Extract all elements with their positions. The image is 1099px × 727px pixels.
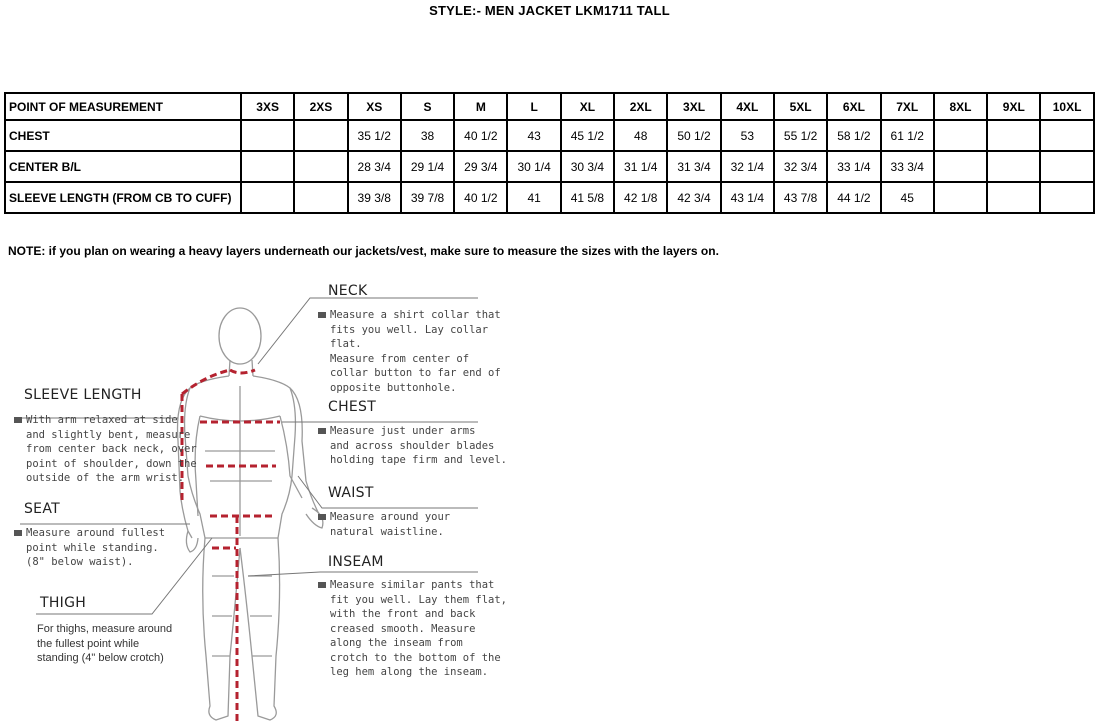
neck-heading: NECK [328, 283, 368, 299]
header-cell: 5XL [774, 93, 827, 120]
bullet-icon [14, 530, 22, 536]
table-cell: 30 3/4 [561, 151, 614, 182]
table-cell: 58 1/2 [827, 120, 880, 151]
waist-text-line: Measure around your [330, 511, 451, 523]
table-cell: 35 1/2 [348, 120, 401, 151]
neck-text-line: opposite buttonhole. [330, 381, 457, 394]
header-cell: POINT OF MEASUREMENT [5, 93, 241, 120]
sleeve-text-line: outside of the arm wrist. [26, 472, 185, 484]
page-title: STYLE:- MEN JACKET LKM1711 TALL [429, 3, 670, 18]
bullet-icon [318, 582, 326, 588]
table-cell: 42 3/4 [667, 182, 720, 213]
table-cell [1040, 182, 1093, 213]
header-cell: XL [561, 93, 614, 120]
table-cell: 48 [614, 120, 667, 151]
table-cell: 38 [401, 120, 454, 151]
table-cell: 61 1/2 [881, 120, 934, 151]
thigh-text-line: For thighs, measure around [37, 623, 173, 635]
table-cell [934, 182, 987, 213]
chest-text-line: holding tape firm and level. [330, 454, 508, 466]
sleeve-length-instructions [14, 413, 197, 486]
table-cell [987, 120, 1040, 151]
table-cell [934, 120, 987, 151]
size-chart-table [4, 92, 1095, 214]
neck-instructions [318, 308, 520, 395]
header-cell: 3XL [667, 93, 720, 120]
header-cell: 2XS [294, 93, 347, 120]
table-cell [934, 151, 987, 182]
table-cell: 29 3/4 [454, 151, 507, 182]
table-cell: 43 [507, 120, 560, 151]
table-header-row [5, 93, 1094, 120]
inseam-text-line: with the front and back [330, 608, 476, 620]
table-cell: 50 1/2 [667, 120, 720, 151]
inseam-text-line: along the inseam from [330, 637, 463, 649]
chest-text-line: and across shoulder blades [330, 439, 495, 452]
table-cell [1040, 151, 1093, 182]
table-cell: 43 7/8 [774, 182, 827, 213]
bullet-icon [318, 312, 326, 318]
sleeve-text-line: from center back neck, over [26, 443, 197, 455]
thigh-text-line: standing (4" below crotch) [37, 652, 164, 664]
table-row-chest [5, 120, 1094, 151]
table-cell: 33 3/4 [881, 151, 934, 182]
sleeve-text-line: and slightly bent, measure [26, 428, 191, 441]
header-cell: 7XL [881, 93, 934, 120]
thigh-heading: THIGH [40, 595, 87, 611]
waist-instructions [318, 510, 450, 539]
table-cell: 32 3/4 [774, 151, 827, 182]
table-cell [1040, 120, 1093, 151]
row-label: CENTER B/L [5, 151, 241, 182]
table-cell [241, 182, 294, 213]
chest-instructions [318, 424, 507, 468]
waist-text-line: natural waistline. [330, 525, 444, 538]
seat-text-line: point while standing. [26, 541, 159, 554]
inseam-heading: INSEAM [328, 554, 384, 570]
header-cell: 2XL [614, 93, 667, 120]
table-cell: 41 [507, 182, 560, 213]
table-cell: 33 1/4 [827, 151, 880, 182]
bullet-icon [14, 417, 22, 423]
sleeve-text-line: With arm relaxed at side [26, 414, 178, 426]
table-cell [987, 182, 1040, 213]
thigh-instructions [37, 622, 172, 666]
row-label: SLEEVE LENGTH (FROM CB TO CUFF) [5, 182, 241, 213]
header-cell: 9XL [987, 93, 1040, 120]
inseam-text-line: crotch to the bottom of the [330, 651, 501, 664]
table-cell: 40 1/2 [454, 182, 507, 213]
inseam-instructions [318, 578, 507, 680]
waist-heading: WAIST [328, 485, 374, 501]
table-cell: 31 3/4 [667, 151, 720, 182]
seat-heading: SEAT [24, 501, 60, 517]
table-cell: 43 1/4 [721, 182, 774, 213]
header-cell: 3XS [241, 93, 294, 120]
table-cell: 39 7/8 [401, 182, 454, 213]
header-cell: XS [348, 93, 401, 120]
table-cell [987, 151, 1040, 182]
table-cell: 30 1/4 [507, 151, 560, 182]
neck-text-line: fits you well. Lay collar flat. [330, 323, 489, 350]
neck-text-line: collar button to far end of [330, 367, 501, 379]
inseam-text-line: leg hem along the inseam. [330, 666, 489, 678]
header-cell: 4XL [721, 93, 774, 120]
table-cell: 39 3/8 [348, 182, 401, 213]
neck-text-line: Measure from center of [330, 352, 470, 365]
table-cell: 44 1/2 [827, 182, 880, 213]
table-cell: 53 [721, 120, 774, 151]
table-cell: 31 1/4 [614, 151, 667, 182]
table-cell: 45 [881, 182, 934, 213]
measurement-guide [0, 276, 520, 727]
header-cell: S [401, 93, 454, 120]
sleeve-text-line: point of shoulder, down the [26, 457, 197, 470]
inseam-text-line: fit you well. Lay them flat, [330, 593, 508, 606]
table-cell: 29 1/4 [401, 151, 454, 182]
header-cell: L [507, 93, 560, 120]
table-cell [241, 120, 294, 151]
seat-text-line: (8" below waist). [26, 556, 134, 568]
table-cell: 40 1/2 [454, 120, 507, 151]
row-label: CHEST [5, 120, 241, 151]
table-cell: 42 1/8 [614, 182, 667, 213]
chest-heading: CHEST [328, 399, 377, 415]
table-row-center-bl [5, 151, 1094, 182]
table-cell: 45 1/2 [561, 120, 614, 151]
header-cell: 10XL [1040, 93, 1093, 120]
neck-text-line: Measure a shirt collar that [330, 309, 501, 321]
thigh-text-line: the fullest point while [37, 637, 140, 650]
header-cell: 8XL [934, 93, 987, 120]
table-cell [241, 151, 294, 182]
bullet-icon [318, 428, 326, 434]
header-cell: M [454, 93, 507, 120]
seat-text-line: Measure around fullest [26, 527, 166, 539]
bullet-icon [318, 514, 326, 520]
sleeve-length-heading: SLEEVE LENGTH [24, 387, 142, 403]
table-cell: 28 3/4 [348, 151, 401, 182]
table-cell [294, 151, 347, 182]
inseam-text-line: Measure similar pants that [330, 579, 495, 591]
table-cell [294, 182, 347, 213]
table-cell [294, 120, 347, 151]
header-cell: 6XL [827, 93, 880, 120]
table-cell: 55 1/2 [774, 120, 827, 151]
inseam-text-line: creased smooth. Measure [330, 622, 476, 635]
seat-instructions [14, 526, 165, 570]
table-cell: 41 5/8 [561, 182, 614, 213]
chest-text-line: Measure just under arms [330, 425, 476, 437]
table-row-sleeve-length [5, 182, 1094, 213]
layering-note: NOTE: if you plan on wearing a heavy layers underneath our jackets/vest, make sure to measure the sizes with the layers on. [8, 244, 719, 258]
table-cell: 32 1/4 [721, 151, 774, 182]
